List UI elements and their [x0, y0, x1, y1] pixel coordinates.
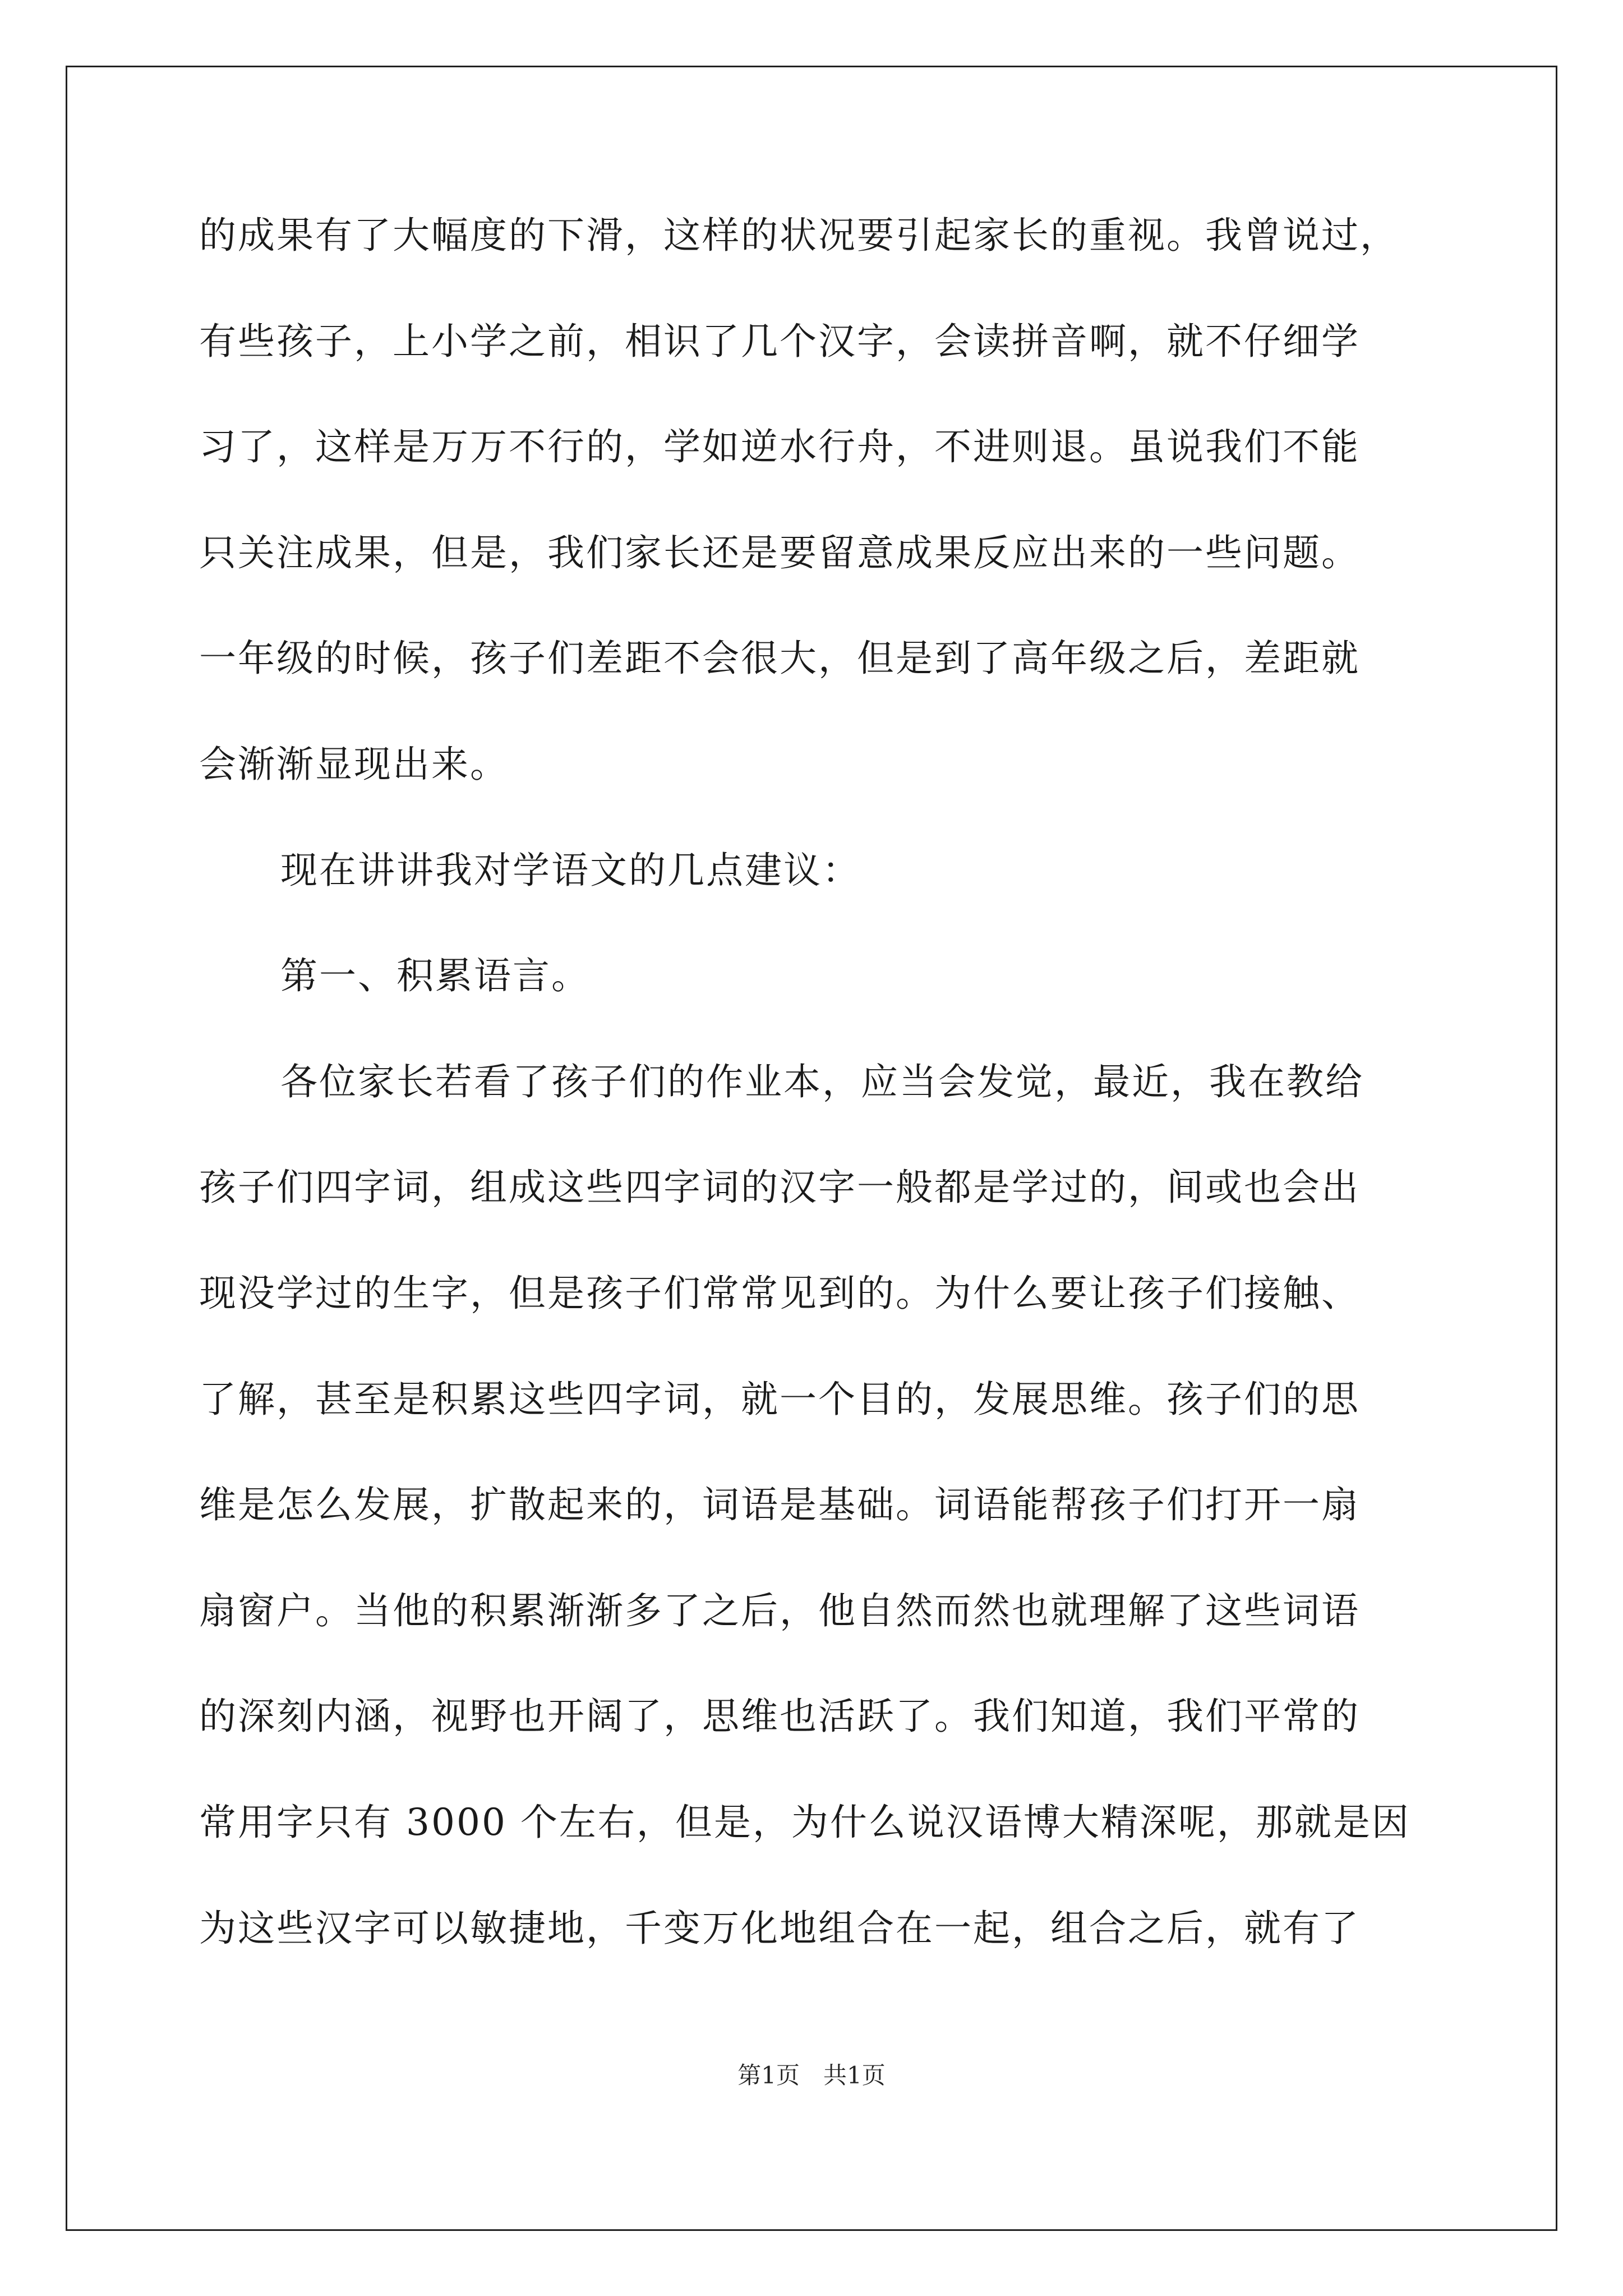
text-line-13: 维是怎么发展，扩散起来的，词语是基础。词语能帮孩子们打开一扇 [199, 1483, 1360, 1526]
text-line-3: 习了，这样是万万不行的，学如逆水行舟，不进则退。虽说我们不能 [199, 425, 1360, 468]
text-line-17: 为这些汉字可以敏捷地，千变万化地组合在一起，组合之后，就有了 [199, 1907, 1360, 1950]
text-line-4: 只关注成果，但是，我们家长还是要留意成果反应出来的一些问题。 [199, 531, 1360, 574]
text-line-1: 的成果有了大幅度的下滑，这样的状况要引起家长的重视。我曾说过， [199, 214, 1399, 257]
page-footer: 第1页 共1页 [737, 2062, 886, 2089]
text-line-5: 一年级的时候，孩子们差距不会很大，但是到了高年级之后，差距就 [199, 637, 1360, 680]
text-line-6: 会渐渐显现出来。 [199, 743, 509, 786]
text-line-10: 孩子们四字词，组成这些四字词的汉字一般都是学过的，间或也会出 [199, 1166, 1360, 1209]
text-line-8: 第一、积累语言。 [280, 954, 590, 997]
text-line-15: 的深刻内涵，视野也开阔了，思维也活跃了。我们知道，我们平常的 [199, 1695, 1360, 1738]
text-line-7: 现在讲讲我对学语文的几点建议： [280, 849, 861, 892]
text-line-2: 有些孩子，上小学之前，相识了几个汉字，会读拼音啊，就不仔细学 [199, 320, 1360, 363]
text-line-12: 了解，甚至是积累这些四字词，就一个目的，发展思维。孩子们的思 [199, 1378, 1360, 1421]
text-line-14: 扇窗户。当他的积累渐渐多了之后，他自然而然也就理解了这些词语 [199, 1589, 1360, 1632]
text-line-9: 各位家长若看了孩子们的作业本，应当会发觉，最近，我在教给 [280, 1060, 1364, 1103]
text-line-16: 常用字只有 3000 个左右，但是，为什么说汉语博大精深呢，那就是因 [199, 1801, 1410, 1844]
text-line-11: 现没学过的生字，但是孩子们常常见到的。为什么要让孩子们接触、 [199, 1272, 1360, 1315]
